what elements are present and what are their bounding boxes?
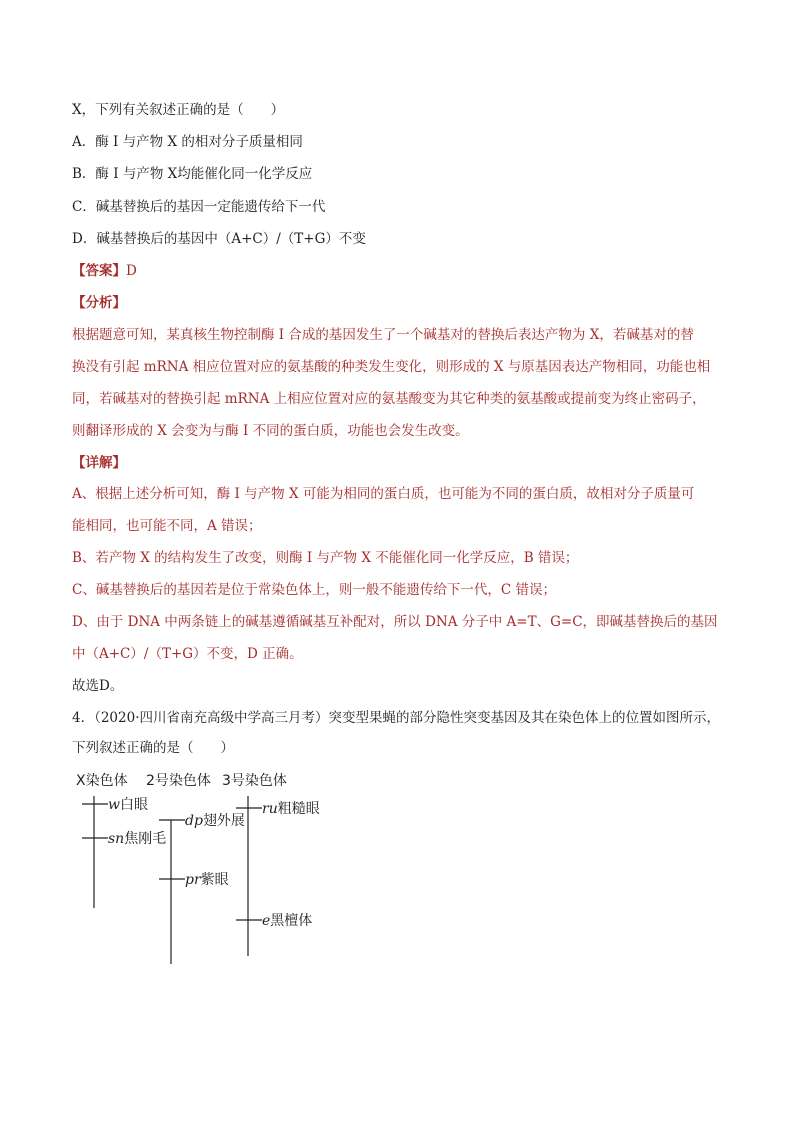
answer-tag: 【答案】	[72, 263, 126, 279]
q3-stem-end: X，下列有关叙述正确的是（ ）	[72, 102, 285, 118]
q4-stem-line-1: 4．（2020·四川省南充高级中学高三月考）突变型果蝇的部分隐性突变基因及其在染色体上的位置如图所示，	[72, 710, 720, 726]
q3-option-c: C．碱基替换后的基因一定能遗传给下一代	[72, 199, 326, 215]
analysis-line-1: 根据题意可知，某真核生物控制酶 I 合成的基因发生了一个碱基对的替换后表达产物为 X，若碱基对的替	[72, 327, 694, 343]
detail-line-2: 能相同，也可能不同，A 错误；	[72, 518, 262, 534]
chromosome-gene-diagram	[70, 768, 370, 968]
detail-line-4: C、碱基替换后的基因若是位于常染色体上，则一般不能遗传给下一代，C 错误；	[72, 582, 556, 598]
q4-stem-line-2: 下列叙述正确的是（ ）	[72, 740, 234, 756]
detail-tag: 【详解】	[72, 455, 126, 471]
detail-line-1: A、根据上述分析可知，酶 I 与产物 X 可能为相同的蛋白质，也可能为不同的蛋白质，故相对分子质量可	[72, 486, 695, 502]
detail-line-3: B、若产物 X 的结构发生了改变，则酶 I 与产物 X 不能催化同一化学反应，B 错误；	[72, 550, 579, 566]
q3-option-b: B．酶 I 与产物 X均能催化同一化学反应	[72, 166, 313, 182]
detail-line-6: 中（A+C）/（T+G）不变，D 正确。	[72, 646, 303, 662]
analysis-tag: 【分析】	[72, 295, 126, 311]
chromosome-label-x: X染色体	[76, 773, 128, 789]
gene-label-sn: sn焦刚毛	[108, 831, 167, 847]
q3-option-a: A．酶 I 与产物 X 的相对分子质量相同	[72, 134, 303, 150]
analysis-line-4: 则翻译形成的 X 会变为与酶 I 不同的蛋白质，功能也会发生改变。	[72, 423, 469, 439]
analysis-line-2: 换没有引起 mRNA 相应位置对应的氨基酸的种类发生变化，则形成的 X 与原基因表达产物相同，功能也相	[72, 359, 711, 375]
conclusion: 故选D。	[72, 678, 124, 694]
analysis-line-3: 同，若碱基对的替换引起 mRNA 上相应位置对应的氨基酸变为其它种类的氨基酸或提前变为终止密码子，	[72, 391, 706, 407]
gene-label-dp: dp翅外展	[185, 813, 245, 829]
gene-label-pr: pr紫眼	[185, 872, 229, 888]
chromosome-label-2: 2号染色体	[146, 773, 211, 789]
answer-line	[72, 261, 734, 281]
gene-label-ru: ru粗糙眼	[262, 801, 320, 817]
answer-value: D	[126, 263, 137, 279]
gene-label-w: w白眼	[108, 797, 148, 813]
chromosome-label-3: 3号染色体	[222, 773, 287, 789]
q3-option-d: D．碱基替换后的基因中（A+C）/（T+G）不变	[72, 231, 366, 247]
detail-line-5: D、由于 DNA 中两条链上的碱基遵循碱基互补配对，所以 DNA 分子中 A=T、G=C，即碱基替换后的基因	[72, 614, 718, 630]
gene-label-e: e黑檀体	[262, 913, 313, 929]
